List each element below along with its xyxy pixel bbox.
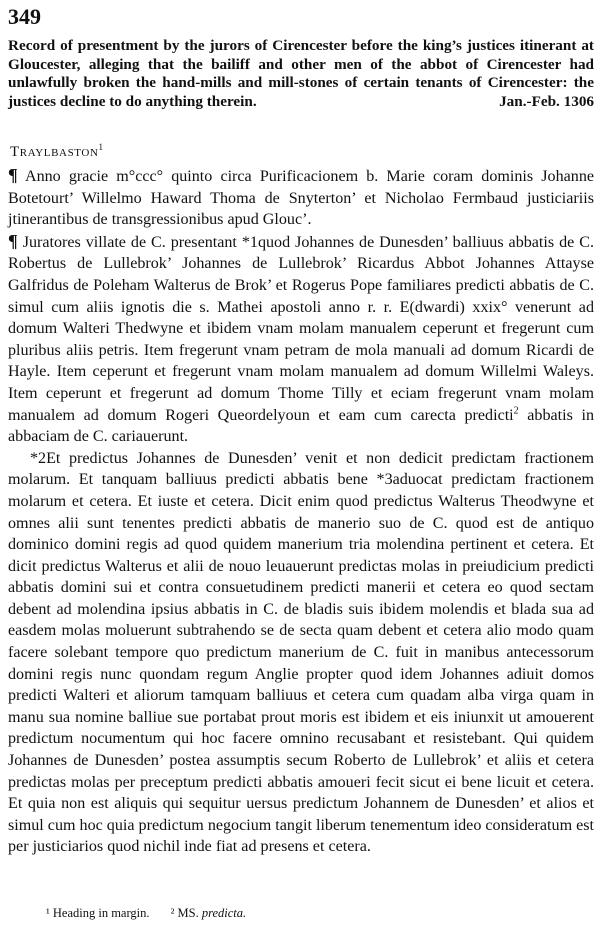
paragraph-2-text-c: abbatis in abbaciam de C. cariauerunt. <box>8 406 594 446</box>
paragraph-mark: ¶ <box>8 165 18 185</box>
paragraph-mark: ¶ <box>8 230 18 251</box>
entry-summary <box>8 37 594 111</box>
paragraph-3-text-a: Et predictus Johannes de Dunesden’ venit et non dedicit predictam fractionem molarum. Et tanquam balliuus predicti abbatis bene <box>8 449 594 489</box>
footnotes <box>46 905 246 921</box>
paragraph-1-text: Anno gracie m°ccc° quinto circa Purificacionem b. Marie coram dominis Johanne Botetourt’ Willelmo Haward Thoma de Snyterton’ et Nicholao Fermbaud justiciariis jtinerantibus de transgressionibus apud Glouc’. <box>8 168 595 229</box>
folio-mark-2: *2 <box>30 449 47 467</box>
footnote-2 <box>171 906 247 920</box>
paragraph-2 <box>8 231 594 448</box>
entry-number: 349 <box>8 4 41 29</box>
section-heading <box>10 142 104 162</box>
paragraph-1 <box>8 165 594 231</box>
page <box>8 0 596 928</box>
footnote-2-italic: predicta. <box>201 906 247 920</box>
body-text <box>8 165 594 858</box>
paragraph-3 <box>8 448 594 858</box>
entry-date: Jan.-Feb. 1306 <box>499 92 594 110</box>
paragraph-2-text-a: Juratores villate de C. presentant <box>22 233 242 251</box>
heading-footnote-mark: 1 <box>98 142 104 152</box>
paragraph-3-text-b: aduocat predictam fractionem molarum et cetera. Et iuste et cetera. Dicit enim quod predictus Walterus Theodwyne et omnes alii sunt tenentes predicti abbatis de manerio suo de C. quod est de antiquo dominico domini regis ad quod quidem manerium tria molendina pertinent et cetera. Et dicit predictus Walterus et alii de nouo leuauerunt predictas molas in preiudicium predicti abbatis domini sui et contra consuetudinem predicti manerii et cetera eo quod sectam debent ad molendina ipsius abbatis in C. de bladis suis ibidem molendis et blada sua ad easdem molas moluerunt subtrahendo se de secta quam debent et cetera alio modo quam facere solebant tempore quo predictum manerium de C. fuit in manibus antecessorum domini regis nunc quondam regum Anglie propter quod idem Johannes adiuit domos predicti Walteri et aliorum tamquam balliuus et cetera cum quadam alba virga quam in manu sua nomine balliue sue portabat prout moris est ibidem et eis iniunxit ut amouerent predictum nocumentum qui hoc facere omnino recusabant et resistebant. Qui quidem Johannes de Dunesden’ postea assumptis secum Roberto de Lullebrok’ et aliis et cetera predictas molas per preceptum predicti abbatis amoueri fecit sicut ei bene licuit et cetera. Et quia non est aliquis qui sequitur uersus predictum Johannem de Dunesden’ et alios et simul cum hoc quia predictum negocium tangit liberum tenementum ideo consideratum est per justiciarios quod nichil inde fiat ad presens et cetera. <box>8 471 595 856</box>
footnote-2-prefix: ² MS. <box>170 906 202 920</box>
folio-mark-3: *3 <box>376 471 393 489</box>
paragraph-2-text-b: quod Johannes de Dunesden’ balliuus abbatis de C. Robertus de Lullebrok’ Johannes de Lullebrok’ Ricardus Abbot Johannes Attayse Galfridus de Poleham Walterus de Brok’ et Rogerus Pope familiares predicti abbatis de C. simul cum aliis ignotis die s. Mathei apostoli anno r. r. E(dwardi) xxix° venerunt ad domum Walteri Thedwyne et ibidem vnam molam manualem ceperunt et fregerunt cum pluribus aliis petris. Item fregerunt vnam petram de mola manuali ad domum Ricardi de Hayle. Item ceperunt et fregerunt vnam molam manualem ad domum Willelmi Waleys. Item ceperunt et fregerunt ad domum Thome Tilly et eciam fregerunt vnam molam manualem ad domum Rogeri Queordelyoun et eam cum carecta predicti <box>8 233 594 424</box>
summary-text: Record of presentment by the jurors of Cirencester before the king’s justices itinerant at Gloucester, alleging that the bailiff and other men of the abbot of Cirencester had unlawfully broken the hand-mills and mill-stones of certain tenants of Cirencester: the justices decline to do anything therein. <box>8 37 594 110</box>
heading-text: Traylbaston <box>10 144 99 160</box>
folio-mark-1: *1 <box>241 233 258 251</box>
footnote-1: ¹ Heading in margin. <box>46 906 150 920</box>
footnote-mark-2: 2 <box>513 405 519 417</box>
